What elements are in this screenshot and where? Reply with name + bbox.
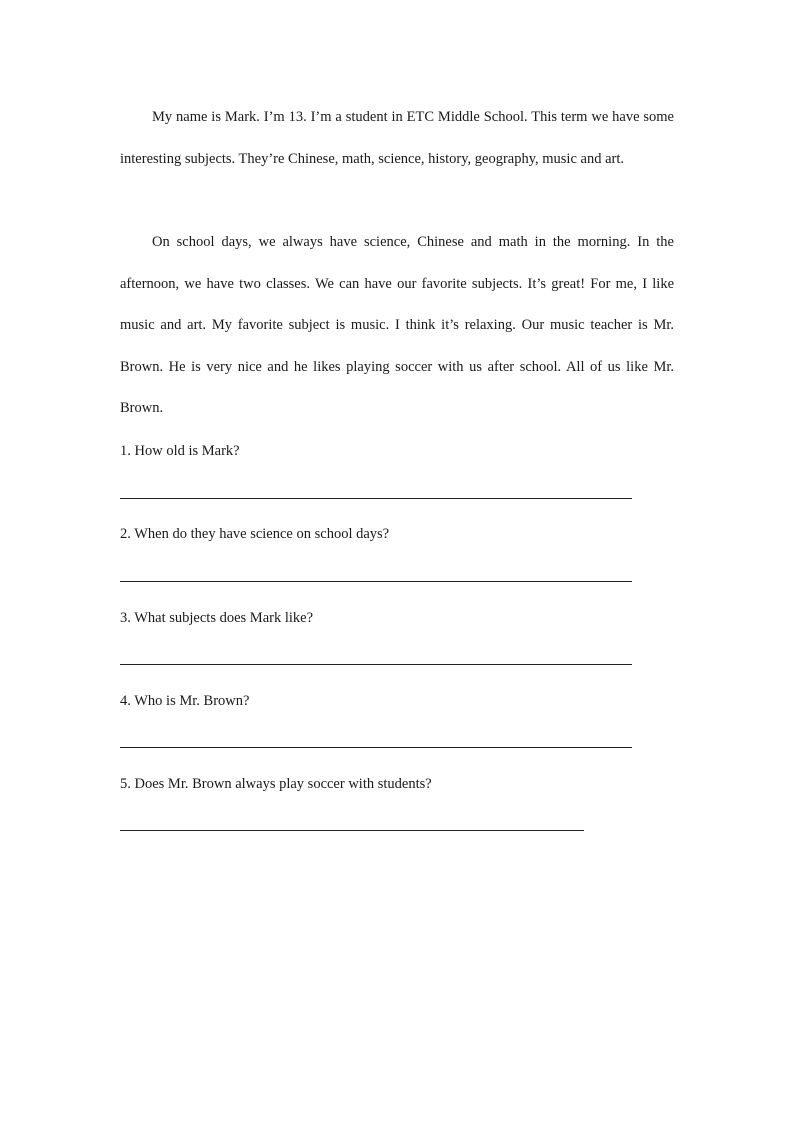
question-4: 4. Who is Mr. Brown? bbox=[120, 693, 250, 709]
question-5: 5. Does Mr. Brown always play soccer with students? bbox=[120, 776, 432, 792]
question-1: 1. How old is Mark? bbox=[120, 443, 240, 459]
passage-paragraph-1: My name is Mark. I’m 13. I’m a student in ETC Middle School. This term we have some interesting subjects. They’re Chinese, math, science, history, geography, music and art. bbox=[120, 109, 674, 167]
question-3: 3. What subjects does Mark like? bbox=[120, 610, 314, 626]
answer-line-3[interactable] bbox=[120, 664, 632, 665]
passage-paragraph-2: On school days, we always have science, Chinese and math in the morning. In the afternoon, we have two classes. We can have our favorite subjects. It’s great! For me, I like music and art. My favorite subject is music. I think it’s relaxing. Our music teacher is Mr. Brown. He is very nice and he likes playing soccer with us after school. All of us like Mr. Brown. bbox=[120, 234, 674, 417]
answer-line-4[interactable] bbox=[120, 747, 632, 748]
answer-line-1[interactable] bbox=[120, 498, 632, 499]
answer-line-2[interactable] bbox=[120, 581, 632, 582]
question-2: 2. When do they have science on school days? bbox=[120, 526, 390, 542]
answer-line-5[interactable] bbox=[120, 830, 584, 831]
